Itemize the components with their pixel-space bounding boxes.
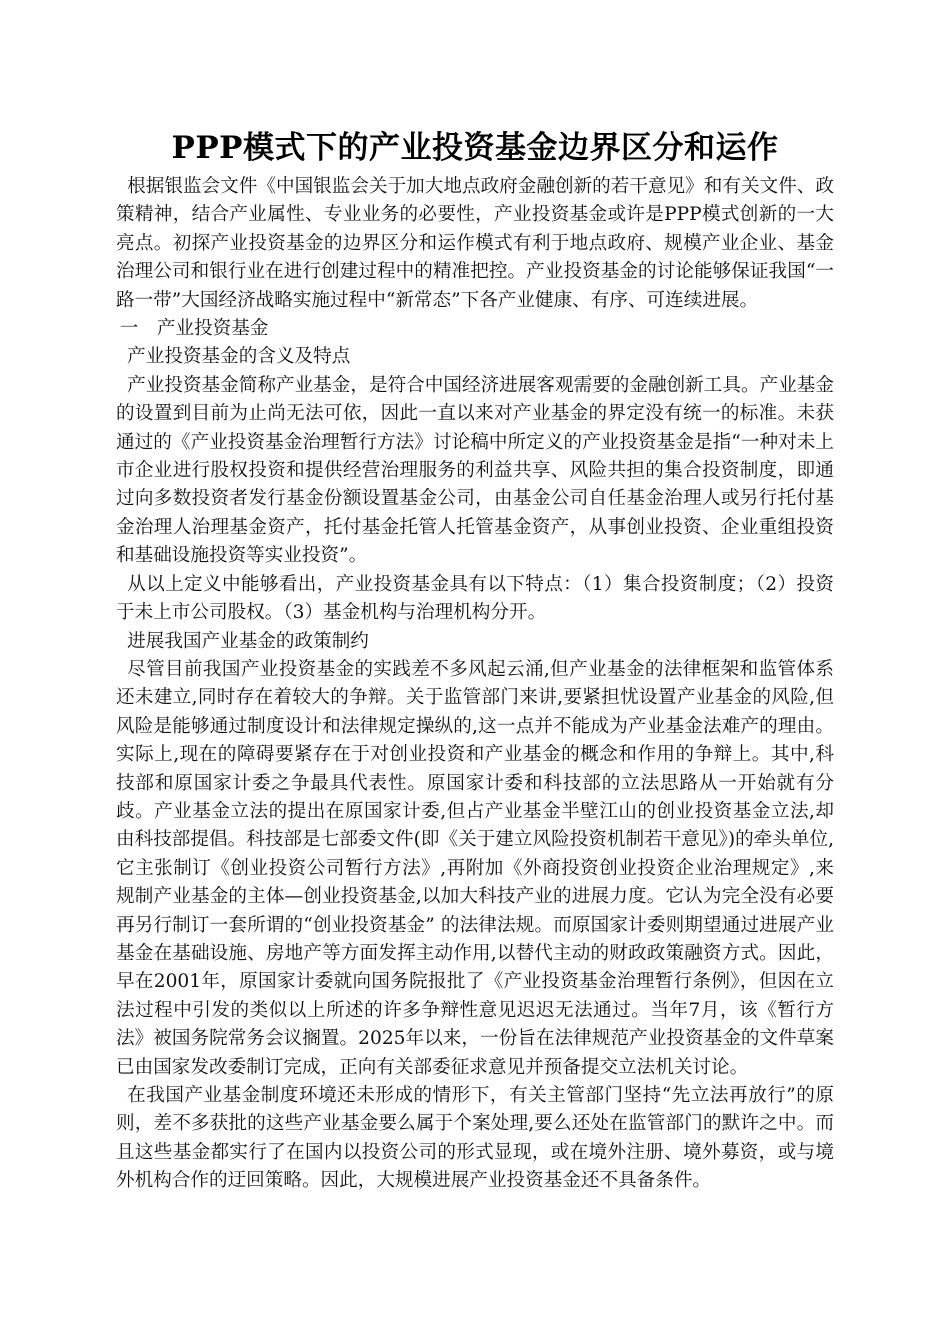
definition-paragraph: 产业投资基金简称产业基金，是符合中国经济进展客观需要的金融创新工具。产业基金的设置到目前为止尚无法可依，因此一直以来对产业基金的界定没有统一的标准。未获通过的《产业投资基金治理暂行方法》讨论稿中所定义的产业投资基金是指“一种对未上市企业进行股权投资和提供经营治理服务的利益共享、风险共担的集合投资制度，即通过向多数投资者发行基金份额设置基金公司，由基金公司自任基金治理人或另行托付基金治理人治理基金资产，托付基金托管人托管基金资产，从事创业投资、企业重组投资和基础设施投资等实业投资”。 bbox=[116, 374, 834, 567]
conclusion-paragraph: 在我国产业基金制度环境还未形成的情形下，有关主管部门坚持“先立法再放行”的原则，差不多获批的这些产业基金要么属于个案处理,要么还处在监管部门的默许之中。而且这些基金都实行了在国内以投资公司的形式显现，或在境外注册、境外募资，或与境外机构合作的迂回策略。因此，大规模进展产业投资基金还不具备条件。 bbox=[116, 1085, 834, 1192]
policy-paragraph: 尽管目前我国产业投资基金的实践差不多风起云涌,但产业基金的法律框架和监管体系还未建立,同时存在着较大的争辩。关于监管部门来讲,要紧担忧设置产业基金的风险,但风险是能够通过制度设计和法律规定操纵的,这一点并不能成为产业基金法难产的理由。实际上,现在的障碍要紧存在于对创业投资和产业基金的概念和作用的争辩上。其中,科技部和原国家计委之争最具代表性。原国家计委和科技部的立法思路从一开始就有分歧。产业基金立法的提出在原国家计委,但占产业基金半壁江山的创业投资基金立法,却由科技部提倡。科技部是七部委文件(即《关于建立风险投资机制若干意见》)的牵头单位,它主张制订《创业投资公司暂行方法》,再附加《外商投资创业投资企业治理规定》,来规制产业基金的主体—创业投资基金,以加大科技产业的进展力度。它认为完全没有必要再另行制订一套所谓的“创业投资基金” 的法律法规。而原国家计委则期望通过进展产业基金在基础设施、房地产等方面发挥主动作用,以替代主动的财政政策融资方式。因此，早在2001年，原国家计委就向国务院报批了《产业投资基金治理暂行条例》，但因在立法过程中引发的类似以上所述的许多争辩性意见迟迟无法通过。当年7月，该《暂行方法》被国务院常务会议搁置。2025年以来，一份旨在法律规范产业投资基金的文件草案已由国家发改委制订完成，正向有关部委征求意见并预备提交立法机关讨论。 bbox=[116, 658, 834, 1078]
features-paragraph: 从以上定义中能够看出，产业投资基金具有以下特点：（1）集合投资制度；（2）投资于未上市公司股权。（3）基金机构与治理机构分开。 bbox=[116, 573, 834, 624]
document-title: PPP模式下的产业投资基金边界区分和运作 bbox=[171, 130, 779, 166]
subsection-heading-meaning: 产业投资基金的含义及特点 bbox=[127, 346, 351, 368]
section-heading-1: 一 产业投资基金 bbox=[119, 318, 269, 340]
subsection-heading-policy: 进展我国产业基金的政策制约 bbox=[127, 630, 369, 652]
intro-paragraph: 根据银监会文件《中国银监会关于加大地点政府金融创新的若干意见》和有关文件、政策精神，结合产业属性、专业业务的必要性，产业投资基金或许是PPP模式创新的一大亮点。初探产业投资基金的边界区分和运作模式有利于地点政府、规模产业企业、基金治理公司和银行业在进行创建过程中的精准把控。产业投资基金的讨论能够保证我国“一路一带”大国经济战略实施过程中“新常态”下各产业健康、有序、可连续进展。 bbox=[116, 176, 834, 311]
document-body bbox=[116, 173, 834, 1196]
